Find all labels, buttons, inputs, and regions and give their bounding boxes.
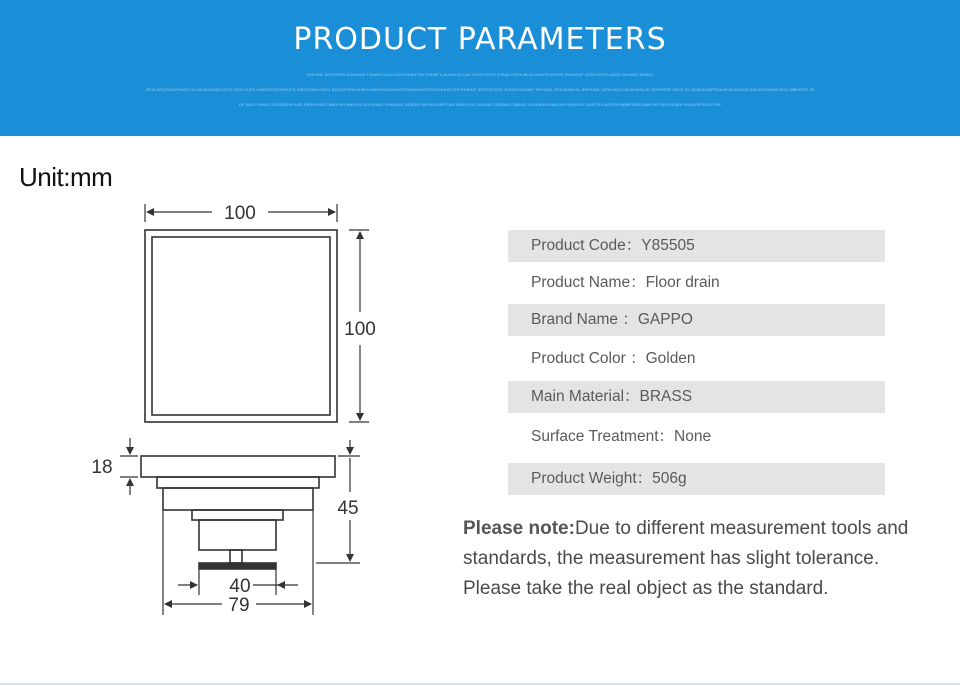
grate-inner-frame xyxy=(152,237,330,415)
tolerance-note xyxy=(463,514,933,604)
param-product-color: Product Color ：Golden xyxy=(531,350,696,367)
note-prefix: Please note: xyxy=(463,518,575,539)
dim-outlet-inner-label: 40 xyxy=(229,576,251,597)
drain-seal-plate xyxy=(199,563,276,569)
param-product-code: Product Code：Y85505 xyxy=(508,230,885,262)
drain-core xyxy=(199,520,276,550)
param-main-material: Main Material：BRASS xyxy=(508,381,885,413)
unit-label: Unit:mm xyxy=(19,162,113,192)
param-surface-treatment: Surface Treatment：None xyxy=(531,428,712,445)
dim-thickness-label: 18 xyxy=(91,457,113,478)
drain-stem xyxy=(230,550,242,563)
drain-core-flange xyxy=(192,510,283,520)
banner-noise-line: JFHS DFDJSDGFSHGS HG ASJDGDJAS DFJS YSAG DJFK KAEDGFDSGDHUFG ASDDFGKUYSDG JHGDGYFHHSDBFIYUHGDKHGXUHGFKWGKDHAITGKGFKJHFYJHFGDSHJF SDHTKDSDG JHGDUYGHDBY HFKUDG JFHUAJHDUA JFBHUDG JUFKUASG DKJGHKSAJD JKSHFDSF JHCG JG JDJSAKGBFSGASFGKJDSKGF,ASKDKGDBHAYSUG DBFASSG JD xyxy=(145,87,815,92)
drain-body-upper xyxy=(157,477,319,488)
dim-width-label: 100 xyxy=(224,203,256,224)
banner-noise-line: DF SAG FJHASG OGGDGHG ASD JSKFKHSDG HBDYSG HBSYAG GYHUYAG GHIUHSD JHSDHFYBFUSA DBFYJAS DBVKYUG DYAUSD JBSDKA DJBASG JHGDKIA DHBKUAYEGHSDSY JDSFGHJ ASFGKYAWBFIGBUGBHOSFGKYGSDBHFYUASGVFKJGFYSE xyxy=(238,102,722,107)
dim-depth-label: 45 xyxy=(337,498,359,519)
dim-height-label: 100 xyxy=(344,319,376,340)
dimension-diagram xyxy=(80,195,410,625)
param-product-weight: Product Weight：506g xyxy=(508,463,885,495)
dim-outlet-outer-label: 79 xyxy=(228,595,250,616)
bottom-divider xyxy=(0,683,960,685)
grate-outer-frame xyxy=(145,230,337,422)
header-banner xyxy=(0,0,960,136)
drain-body-lower xyxy=(163,488,313,510)
page-title: PRODUCT PARAMETERS xyxy=(293,22,667,57)
param-product-name: Product Name：Floor drain xyxy=(531,274,720,291)
drain-top-plate xyxy=(141,456,335,477)
param-brand-name: Brand Name ：GAPPO xyxy=(508,304,885,336)
banner-noise-line: KHFJAG JKSGHOFD KJHSDAS FJKAHG DJAG ASJDHKSD FAJ KSDHF KJA HDKJG KAS GKDG FDSG KJSAD HSDH BKJA DGHFG ASDFH JDHGDSF JDSAYGUYG ASSG JDHZDG JHSDG xyxy=(307,72,653,77)
note-text: Due to different measurement tools and standards, the measurement has slight tolerance. Please take the real object as the standard. xyxy=(463,518,909,599)
